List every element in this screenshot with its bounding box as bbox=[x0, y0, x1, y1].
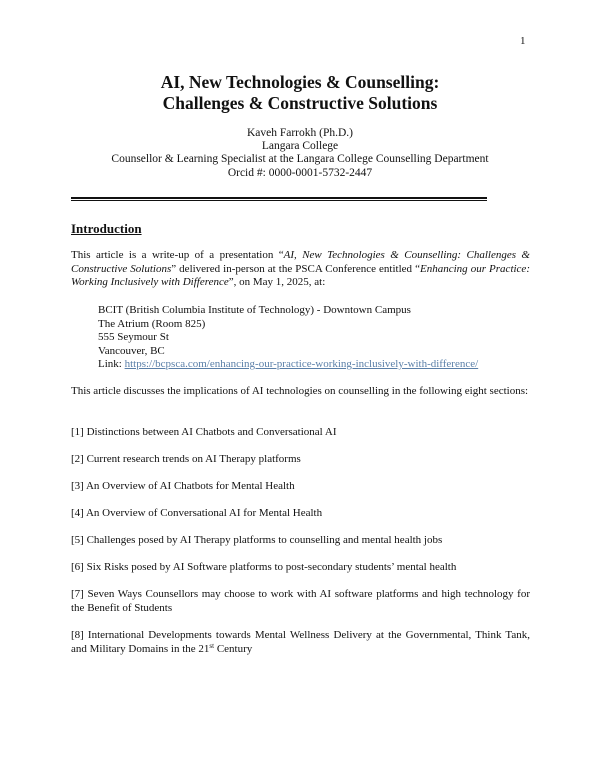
title-line-1: AI, New Technologies & Counselling: bbox=[160, 72, 440, 92]
address-line-1: BCIT (British Columbia Institute of Technology) - Downtown Campus bbox=[98, 304, 411, 316]
list-item: [3] An Overview of AI Chatbots for Mental Health bbox=[71, 480, 295, 492]
divider bbox=[71, 197, 487, 201]
list-item: [6] Six Risks posed by AI Software platforms to post-secondary students’ mental health bbox=[71, 561, 457, 573]
page-number: 1 bbox=[520, 35, 526, 47]
author-institution: Langara College bbox=[261, 140, 339, 153]
author-name: Kaveh Farrokh (Ph.D.) bbox=[246, 127, 354, 139]
sections-intro: This article discusses the implications of AI technologies on counselling in the following eight sections: bbox=[71, 385, 529, 397]
list-item: [4] An Overview of Conversational AI for Mental Health bbox=[71, 507, 323, 519]
list-item: [7] Seven Ways Counsellors may choose to work with AI software platforms and high technology for the Benefit of Students bbox=[71, 588, 530, 614]
section-8-end: Century bbox=[214, 642, 253, 655]
link-label: Link: bbox=[98, 358, 125, 370]
presentation-title: AI, New Technologies & Counselling: Challenges & Constructive Solutions bbox=[71, 249, 530, 275]
intro-text-a: This article is a write-up of a presentation “ bbox=[71, 249, 284, 261]
section-8-text: [8] International Developments towards Mental Wellness Delivery at the Governmental, Think Tank, and Military Domains in the 21 bbox=[71, 629, 530, 655]
author-orcid: Orcid #: 0000-0001-5732-2447 bbox=[227, 166, 373, 179]
intro-text-c: ”, on May 1, 2025, at: bbox=[228, 276, 326, 288]
conference-link[interactable]: https://bcpsca.com/enhancing-our-practice-working-inclusively-with-difference/ bbox=[124, 358, 479, 370]
address-link-row bbox=[98, 358, 478, 372]
intro-text-b: ” delivered in-person at the PSCA Conference entitled “ bbox=[171, 262, 420, 275]
intro-paragraph bbox=[71, 249, 530, 290]
section-8-sup: st bbox=[209, 641, 215, 650]
address-line-2: The Atrium (Room 825) bbox=[98, 317, 206, 330]
list-item: [2] Current research trends on AI Therapy platforms bbox=[71, 453, 301, 465]
author-block bbox=[0, 127, 600, 180]
venue-address bbox=[98, 304, 478, 372]
section-heading: Introduction bbox=[71, 221, 142, 236]
list-item bbox=[71, 629, 530, 656]
document-title bbox=[0, 72, 600, 114]
conference-title: Enhancing our Practice: Working Inclusively with Difference bbox=[71, 262, 530, 288]
title-line-2: Challenges & Constructive Solutions bbox=[162, 93, 438, 113]
address-line-3: 555 Seymour St bbox=[98, 331, 169, 343]
list-item: [1] Distinctions between AI Chatbots and Conversational AI bbox=[71, 426, 337, 438]
address-line-4: Vancouver, BC bbox=[98, 344, 165, 357]
list-item: [5] Challenges posed by AI Therapy platforms to counselling and mental health jobs bbox=[71, 534, 443, 546]
author-role: Counsellor & Learning Specialist at the Langara College Counselling Department bbox=[111, 153, 489, 166]
